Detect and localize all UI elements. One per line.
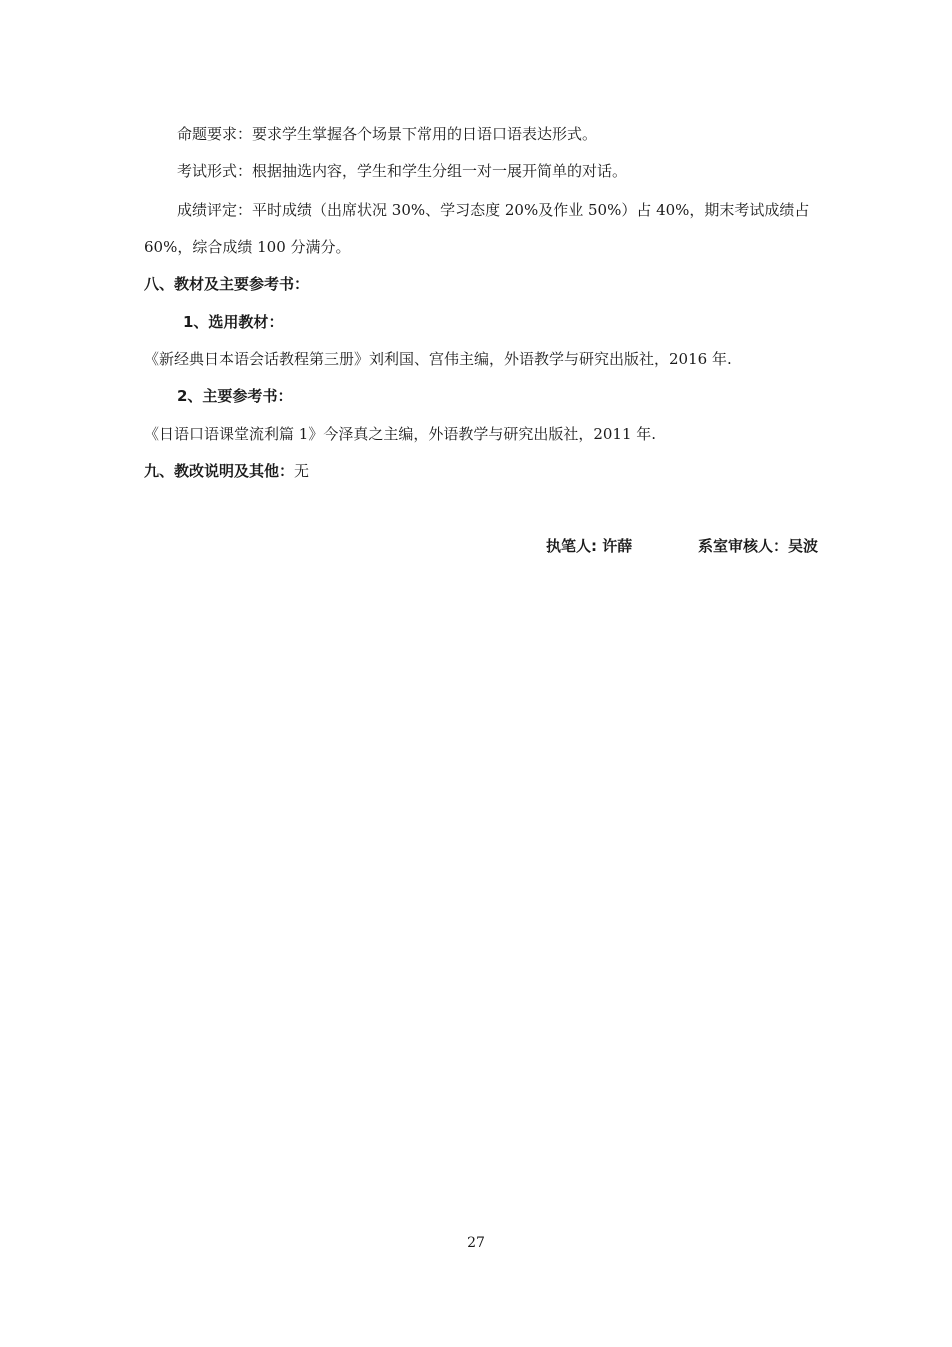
- reviewer-name: 吴波: [788, 537, 819, 555]
- section-9-value: 无: [294, 462, 310, 480]
- section-8-heading: 八、教材及主要参考书：: [144, 275, 310, 293]
- reference-citation: 《日语口语课堂流利篇 1》今泽真之主编，外语教学与研究出版社，2011 年.: [144, 425, 657, 443]
- reviewer-signature: [698, 536, 818, 556]
- textbook-subheading: 1、选用教材：: [183, 313, 284, 331]
- author-signature: [546, 536, 632, 556]
- exam-format-paragraph: 考试形式：根据抽选内容，学生和学生分组一对一展开简单的对话。: [177, 162, 628, 180]
- author-label: 执笔人:: [546, 537, 597, 555]
- reference-subheading: 2、主要参考书：: [177, 387, 293, 405]
- reviewer-label: 系室审核人：: [698, 537, 789, 555]
- section-9-heading: 九、教改说明及其他：: [144, 462, 295, 480]
- textbook-citation: 《新经典日本语会话教程第三册》刘利国、宫伟主编，外语教学与研究出版社，2016 年.: [144, 350, 732, 368]
- section-9-line: [144, 461, 309, 481]
- grading-paragraph-line2: 60%，综合成绩 100 分满分。: [144, 238, 351, 256]
- author-name: 许薛: [602, 537, 633, 555]
- page-number: 27: [467, 1235, 485, 1251]
- grading-paragraph-line1: 成绩评定：平时成绩（出席状况 30%、学习态度 20%及作业 50%）占 40%，期末考试成绩占: [177, 201, 810, 219]
- exam-requirement-paragraph: 命题要求：要求学生掌握各个场景下常用的日语口语表达形式。: [177, 125, 598, 143]
